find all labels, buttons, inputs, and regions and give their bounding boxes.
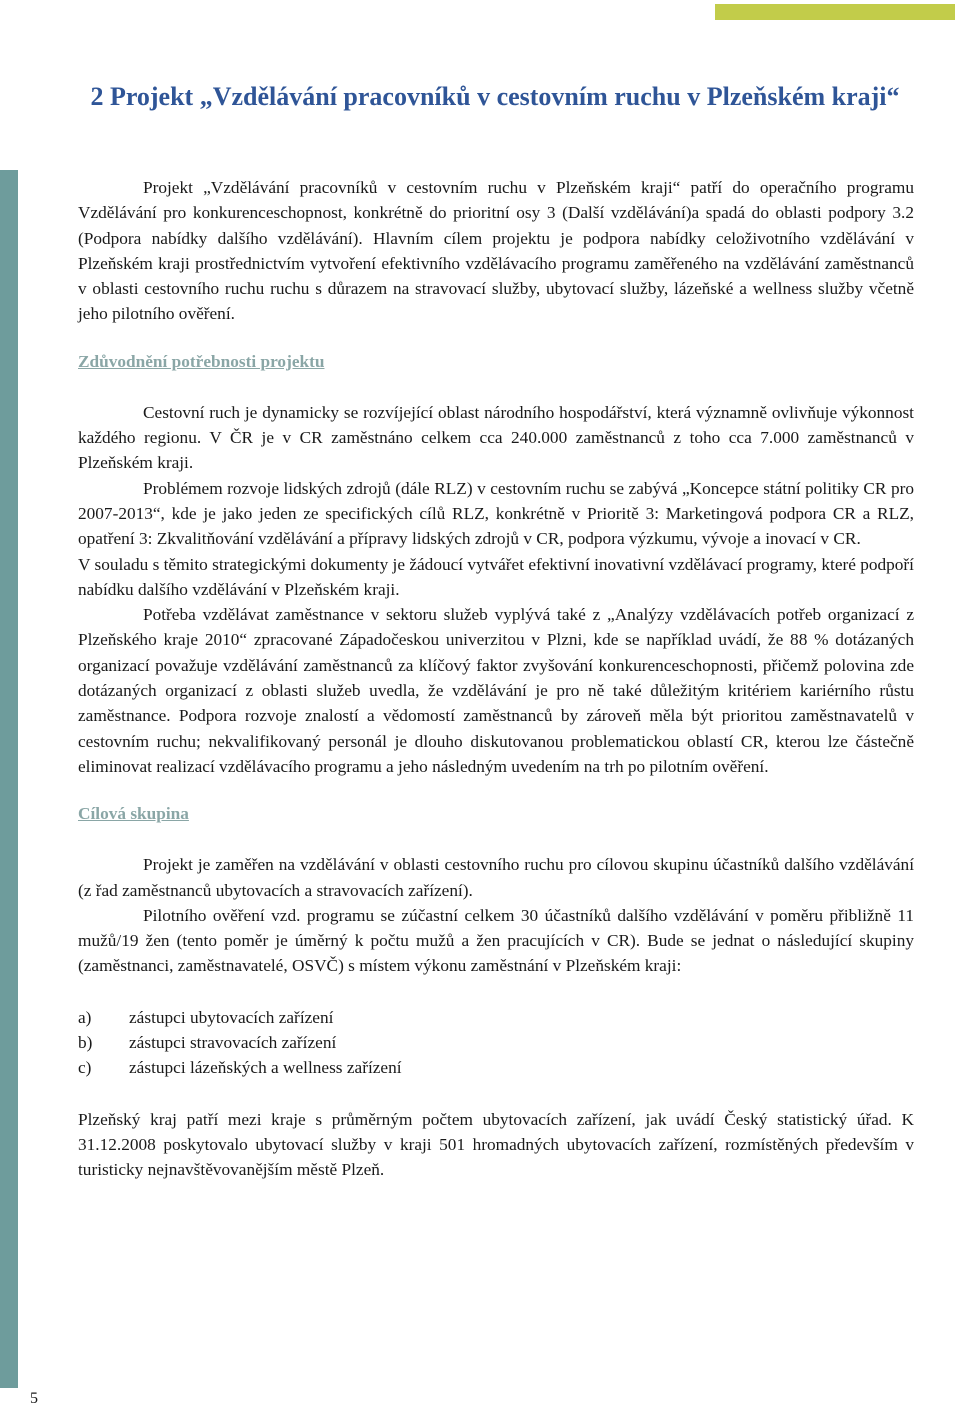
target-group-list (78, 1005, 914, 1081)
list-marker: a) (78, 1007, 92, 1027)
list-item-text: zástupci stravovacích zařízení (129, 1033, 337, 1053)
paragraph: Cestovní ruch je dynamicky se rozvíjející oblast národního hospodářství, která významně ovlivňuje výkonnost každého regionu. V ČR je v CR zaměstnáno celkem cca 240.000 zaměstnanců z toho cca 7.000 zaměstnanců v Plzeňském kraji. (78, 402, 914, 473)
list-item (78, 1005, 914, 1030)
list-item-text: zástupci lázeňských a wellness zařízení (129, 1058, 402, 1078)
document-body (78, 175, 914, 1183)
list-item-text: zástupci ubytovacích zařízení (129, 1007, 334, 1027)
paragraph: Projekt je zaměřen na vzdělávání v oblasti cestovního ruchu pro cílovou skupinu účastníků dalšího vzdělávání (z řad zaměstnanců ubytovacích a stravovacích zařízení). (78, 855, 914, 900)
list-marker: b) (78, 1033, 93, 1053)
paragraph: V souladu s těmito strategickými dokumenty je žádoucí vytvářet efektivní inovativní vzdělávací programy, které podpoří nabídku dalšího vzdělávání v Plzeňském kraji. (78, 554, 914, 599)
paragraph: Plzeňský kraj patří mezi kraje s průměrným počtem ubytovacích zařízení, jak uvádí Český statistický úřad. K 31.12.2008 poskytovalo ubytovací služby v kraji 501 hromadných ubytovacích zařízení, rozmístěných především v turisticky nejnavštěvovanějším městě Plzeň. (78, 1109, 914, 1180)
intro-paragraph: Projekt „Vzdělávání pracovníků v cestovním ruchu v Plzeňském kraji“ patří do operačního programu Vzdělávání pro konkurenceschopnost, konkrétně do prioritní osy 3 (Další vzdělávání)a spadá do oblasti podpory 3.2 (Podpora nabídky dalšího vzdělávání). Hlavním cílem projektu je podpora nabídky celoživotního vzdělávání v Plzeňském kraji prostřednictvím vytvoření efektivního vzdělávacího programu zaměřeného na vzdělávání zaměstnanců v oblasti cestovního ruchu ruchu s důrazem na stravovací služby, ubytovací služby, lázeňské a wellness služby včetně jeho pilotního ověření. (78, 178, 914, 324)
list-marker: c) (78, 1058, 92, 1078)
page-title: 2 Projekt „Vzdělávání pracovníků v cestovním ruchu v Plzeňském kraji“ (90, 82, 900, 111)
list-item (78, 1030, 914, 1055)
page-number: 5 (30, 1390, 38, 1407)
paragraph: Problémem rozvoje lidských zdrojů (dále RLZ) v cestovním ruchu se zabývá „Koncepce státní politiky CR pro 2007-2013“, kde je jako jeden ze specifických cílů RLZ, konkrétně v Prioritě 3: Marketingová podpora CR a RLZ, opatření 3: Zkvalitňování vzdělávání a přípravy lidských zdrojů v CR, podpora výzkumu, vývoje a inovací v CR. (78, 478, 914, 549)
list-item (78, 1055, 914, 1080)
paragraph: Pilotního ověření vzd. programu se zúčastní celkem 30 účastníků dalšího vzdělávání v poměru přibližně 11 mužů/19 žen (tento poměr je úměrný k počtu mužů a žen pracujících v CR). Bude se jednat o následující skupiny (zaměstnanci, zaměstnavatelé, OSVČ) s místem výkonu zaměstnání v Plzeňském kraji: (78, 905, 914, 976)
section-heading-target-group: Cílová skupina (78, 804, 189, 824)
section-heading-justification: Zdůvodnění potřebnosti projektu (78, 351, 325, 371)
header-accent-bar (715, 4, 955, 20)
side-accent-bar (0, 170, 18, 1388)
paragraph: Potřeba vzdělávat zaměstnance v sektoru služeb vyplývá také z „Analýzy vzdělávacích potřeb organizací z Plzeňského kraje 2010“ zpracované Západočeskou univerzitou v Plzni, kde se například uvádí, že 88 % dotázaných organizací považuje vzdělávání zaměstnanců za klíčový faktor zvyšování konkurenceschopnosti, přičemž polovina zde dotázaných organizací z oblasti služeb uvedla, že vzdělávání je pro ně také důležitým kritériem kariérního růstu zaměstnance. Podpora rozvoje znalostí a vědomostí zaměstnanců by zároveň měla být prioritou zaměstnavatelů v cestovním ruchu; nekvalifikovaný personál je dlouho diskutovanou problematickou oblastí CR, kterou lze částečně eliminovat realizací vzdělávacího programu a jeho následným uvedením na trh po pilotním ověření. (78, 605, 914, 776)
